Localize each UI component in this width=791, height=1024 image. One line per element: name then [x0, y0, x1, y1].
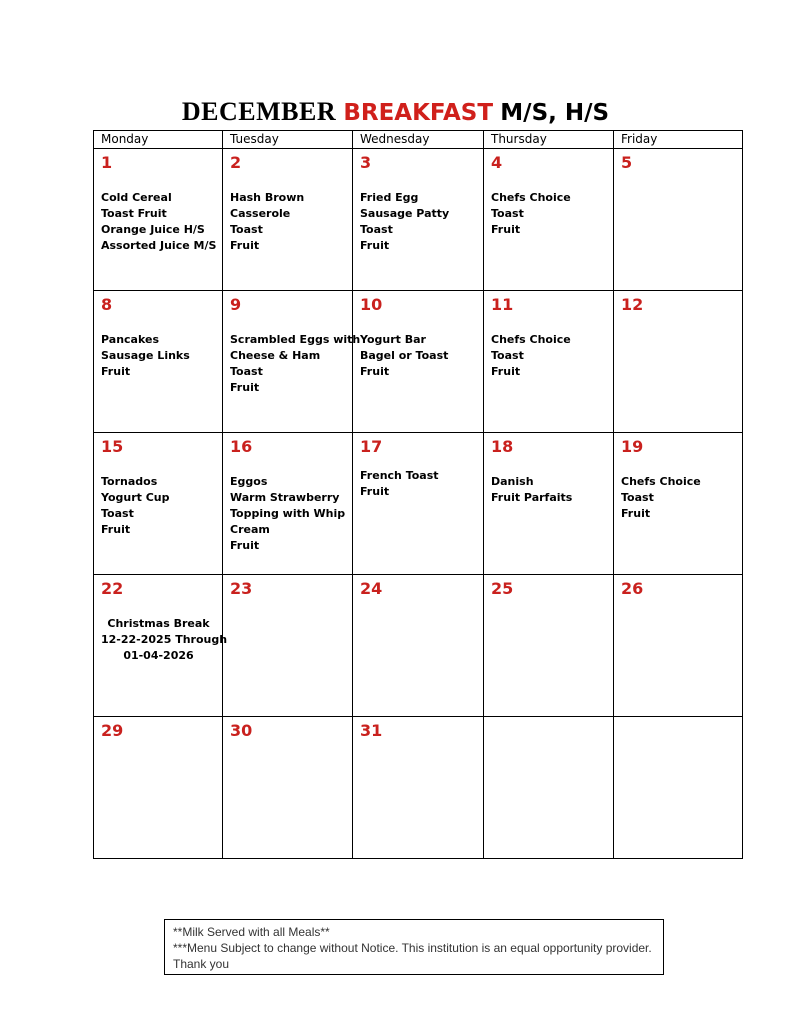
weekday-header: Wednesday: [353, 131, 484, 149]
menu-item: Casserole: [230, 207, 291, 220]
menu-item: Fruit: [491, 365, 521, 378]
day-cell: [353, 717, 484, 859]
day-cell: [614, 575, 743, 717]
menu-item: Cold Cereal: [101, 191, 172, 204]
day-number: 3: [360, 153, 372, 172]
day-cell: [94, 149, 223, 291]
menu-item: Pancakes: [101, 333, 159, 346]
footer-milk-note: **Milk Served with all Meals**: [173, 925, 330, 939]
menu-item: Sausage Links: [101, 349, 190, 362]
weekday-header: Thursday: [484, 131, 614, 149]
week-row: [94, 717, 743, 859]
menu-item: Toast: [230, 223, 263, 236]
day-cell: [353, 149, 484, 291]
day-cell: [614, 433, 743, 575]
menu-items: [101, 190, 216, 254]
menu-item: Fruit: [621, 507, 651, 520]
menu-item: Assorted Juice M/S: [101, 239, 217, 252]
menu-item: Fruit: [230, 239, 260, 252]
menu-item: Chefs Choice: [621, 475, 701, 488]
day-number: 11: [491, 295, 514, 314]
day-cell: [223, 717, 353, 859]
menu-items: [101, 474, 216, 538]
menu-item: Hash Brown: [230, 191, 305, 204]
menu-item: Sausage Patty: [360, 207, 450, 220]
day-number: 29: [101, 721, 124, 740]
menu-item: Toast: [491, 349, 524, 362]
menu-item: Danish: [491, 475, 534, 488]
day-cell: [223, 575, 353, 717]
menu-item: Toast Fruit: [101, 207, 167, 220]
menu-items: [230, 474, 346, 554]
day-cell: [223, 433, 353, 575]
menu-item: Toast: [101, 507, 134, 520]
day-number: 17: [360, 437, 383, 456]
day-number: 16: [230, 437, 253, 456]
day-cell: [484, 149, 614, 291]
menu-item: Orange Juice H/S: [101, 223, 205, 236]
day-number: 5: [621, 153, 633, 172]
day-number: 2: [230, 153, 242, 172]
weekday-header: Friday: [614, 131, 743, 149]
menu-items: [491, 474, 607, 506]
menu-item: Tornados: [101, 475, 158, 488]
menu-item: Fruit: [360, 485, 390, 498]
menu-item: Yogurt Bar: [360, 333, 426, 346]
day-number: 18: [491, 437, 514, 456]
menu-item: Fruit: [360, 365, 390, 378]
day-number: 10: [360, 295, 383, 314]
menu-item: Cheese & Ham: [230, 349, 321, 362]
day-cell: [94, 717, 223, 859]
footer-disclaimer: ***Menu Subject to change without Notice. This institution is an equal opportunity provider. Thank you: [173, 941, 652, 971]
day-cell: [614, 291, 743, 433]
menu-item: Fruit: [101, 365, 131, 378]
menu-items: [101, 332, 216, 380]
day-number: 1: [101, 153, 113, 172]
menu-item: Toast: [491, 207, 524, 220]
calendar-body: [94, 149, 743, 859]
menu-item: Fruit: [230, 539, 260, 552]
menu-item: Eggos: [230, 475, 268, 488]
menu-item: Bagel or Toast: [360, 349, 449, 362]
week-row: [94, 291, 743, 433]
day-number: 24: [360, 579, 383, 598]
calendar-table: [93, 130, 743, 859]
day-number: 19: [621, 437, 644, 456]
menu-item: Fried Egg: [360, 191, 419, 204]
day-cell: [484, 291, 614, 433]
day-cell: [94, 433, 223, 575]
menu-items: [101, 616, 228, 664]
menu-item: Fruit Parfaits: [491, 491, 573, 504]
menu-item: 12-22-2025 Through: [101, 633, 228, 646]
page-title: [0, 96, 791, 128]
menu-items: [360, 332, 477, 380]
menu-items: [230, 190, 346, 254]
day-number: 9: [230, 295, 242, 314]
day-number: 25: [491, 579, 514, 598]
day-cell: [353, 575, 484, 717]
menu-items: [360, 190, 477, 254]
title-month: DECEMBER: [181, 97, 337, 126]
day-cell: [353, 291, 484, 433]
title-meal: BREAKFAST: [343, 100, 494, 126]
day-number: 4: [491, 153, 503, 172]
day-number: 15: [101, 437, 124, 456]
menu-item: Topping with Whip: [230, 507, 346, 520]
menu-items: [230, 332, 361, 396]
menu-item: Christmas Break: [107, 617, 210, 630]
week-row: [94, 149, 743, 291]
day-number: 26: [621, 579, 644, 598]
day-cell: [484, 433, 614, 575]
day-number: 30: [230, 721, 253, 740]
day-number: 8: [101, 295, 113, 314]
day-cell: [94, 291, 223, 433]
day-number: 22: [101, 579, 124, 598]
menu-item: Chefs Choice: [491, 191, 571, 204]
menu-items: [621, 474, 736, 522]
day-number: 23: [230, 579, 253, 598]
day-cell: [94, 575, 228, 717]
menu-item: Toast: [230, 365, 263, 378]
weekday-header: Tuesday: [223, 131, 353, 149]
menu-item: Fruit: [491, 223, 521, 236]
menu-item: 01-04-2026: [123, 649, 194, 662]
day-number: [621, 720, 736, 742]
menu-item: Toast: [621, 491, 654, 504]
weekday-header: Monday: [94, 131, 223, 149]
menu-item: French Toast: [360, 469, 439, 482]
menu-items: [491, 190, 607, 238]
day-cell: [484, 575, 614, 717]
day-number: 12: [621, 295, 644, 314]
menu-item: Fruit: [360, 239, 390, 252]
day-cell: [614, 717, 743, 859]
menu-items: [491, 332, 607, 380]
title-grades: M/S, H/S: [500, 100, 610, 126]
menu-item: Fruit: [101, 523, 131, 536]
menu-item: Toast: [360, 223, 393, 236]
menu-item: Fruit: [230, 381, 260, 394]
menu-item: Warm Strawberry: [230, 491, 340, 504]
day-cell: [614, 149, 743, 291]
menu-items: [360, 468, 477, 500]
day-cell: [223, 149, 353, 291]
menu-item: Yogurt Cup: [101, 491, 170, 504]
week-row: [94, 433, 743, 575]
menu-item: Cream: [230, 523, 270, 536]
day-number: 31: [360, 721, 383, 740]
day-number: [491, 720, 607, 742]
menu-item: Scrambled Eggs with: [230, 333, 361, 346]
weekday-header-row: [94, 131, 743, 149]
menu-item: Chefs Choice: [491, 333, 571, 346]
day-cell: [353, 433, 484, 575]
day-cell: [223, 291, 361, 433]
footer-note: [164, 919, 664, 975]
day-cell: [484, 717, 614, 859]
week-row: [94, 575, 743, 717]
